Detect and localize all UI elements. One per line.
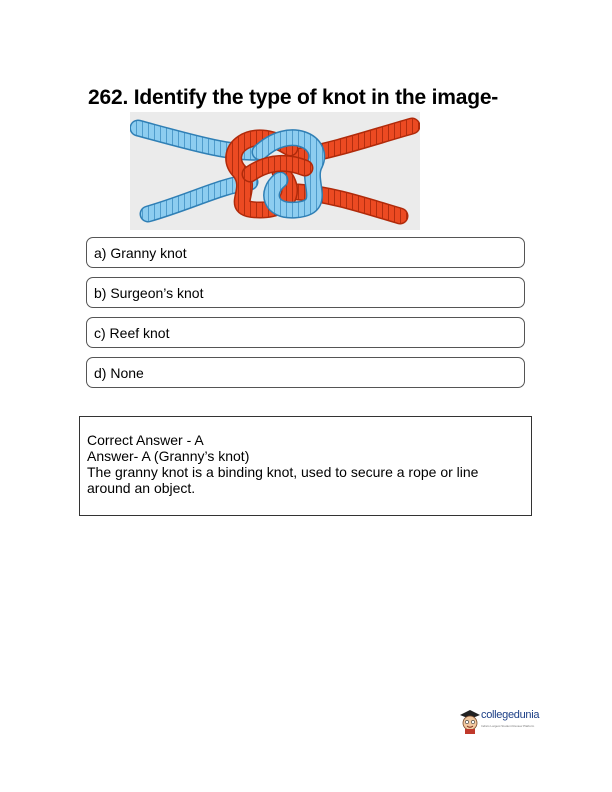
- answer-box: [79, 416, 532, 516]
- answer-explanation: The granny knot is a binding knot, used to secure a rope or line around an object.: [87, 464, 479, 496]
- knot-illustration: [130, 112, 420, 230]
- question-title: 262. Identify the type of knot in the image-: [88, 86, 499, 109]
- mascot-icon: [459, 708, 481, 734]
- option-c[interactable]: c) Reef knot: [86, 317, 525, 348]
- option-b[interactable]: b) Surgeon’s knot: [86, 277, 525, 308]
- option-a[interactable]: a) Granny knot: [86, 237, 525, 268]
- brand-tagline: India's Largest Student Review Platform: [481, 724, 535, 728]
- brand-name: collegedunia: [481, 709, 540, 721]
- knot-image: [130, 112, 420, 230]
- correct-answer: Correct Answer - A: [87, 432, 204, 448]
- answer-line: Answer- A (Granny’s knot): [87, 448, 250, 464]
- collegedunia-logo: [459, 708, 559, 736]
- option-d[interactable]: d) None: [86, 357, 525, 388]
